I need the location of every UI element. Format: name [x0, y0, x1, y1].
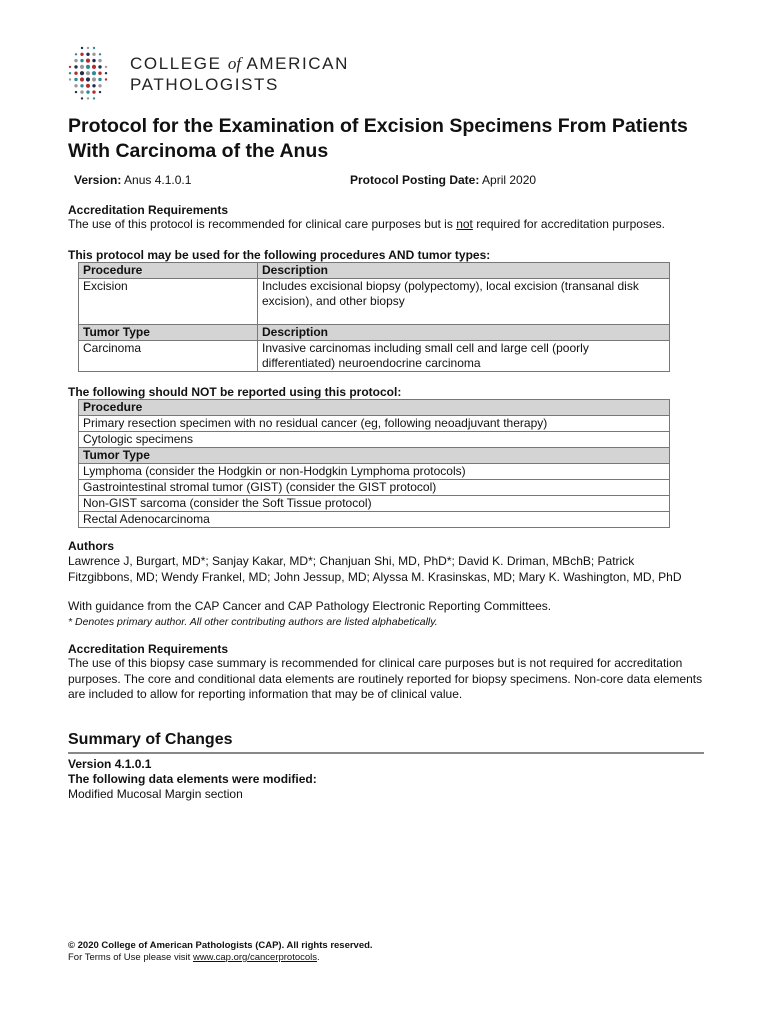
- table-row: Rectal Adenocarcinoma: [79, 512, 670, 528]
- table-row: Lymphoma (consider the Hodgkin or non-Hodgkin Lymphoma protocols): [79, 464, 670, 480]
- header-tumor-type: Tumor Type: [79, 325, 258, 341]
- cap-logo-wordmark: COLLEGE of AMERICAN PATHOLOGISTS: [130, 54, 349, 94]
- table-row: Cytologic specimens: [79, 432, 670, 448]
- summary-modified-label: The following data elements were modified:: [68, 772, 317, 786]
- not-reported-intro: The following should NOT be reported using this protocol:: [68, 385, 402, 399]
- summary-version: Version 4.1.0.1: [68, 757, 152, 771]
- table-row: Primary resection specimen with no residual cancer (eg, following neoadjuvant therapy): [79, 416, 670, 432]
- header-description: Description: [258, 263, 670, 279]
- posting-date-info: Protocol Posting Date: April 2020: [350, 173, 537, 187]
- accreditation-heading: Accreditation Requirements: [68, 203, 229, 217]
- header-procedure: Procedure: [79, 400, 670, 416]
- copyright-text: © 2020 College of American Pathologists (CAP). All rights reserved.: [68, 940, 373, 951]
- cap-logo-dots-icon: [66, 44, 110, 102]
- footer: [68, 940, 373, 964]
- summary-heading: Summary of Changes: [68, 731, 704, 754]
- summary-modified-item: Modified Mucosal Margin section: [68, 787, 243, 801]
- document-title: Protocol for the Examination of Excision Specimens From Patients With Carcinoma of the Anus: [68, 115, 688, 162]
- table-header-row: [79, 325, 670, 341]
- terms-text: For Terms of Use please visit www.cap.org/cancerprotocols.: [68, 952, 320, 963]
- accreditation-heading-2: Accreditation Requirements: [68, 642, 229, 656]
- authors-heading: Authors: [68, 539, 114, 553]
- table-row: Excision Includes excisional biopsy (polypectomy), local excision (transanal disk excision), and other biopsy: [79, 279, 670, 325]
- table-row: Non-GIST sarcoma (consider the Soft Tissue protocol): [79, 496, 670, 512]
- terms-link[interactable]: www.cap.org/cancerprotocols: [192, 952, 318, 963]
- authors-list: Lawrence J, Burgart, MD*; Sanjay Kakar, MD*; Chanjuan Shi, MD, PhD*; David K. Driman, MBchB; Patrick Fitzgibbons, MD; Wendy Frankel, MD; John Jessup, MD; Alyssa M. Krasinskas, MD; Mary K. Washington, MD, PhD: [68, 554, 682, 584]
- cap-logo: [66, 44, 386, 102]
- header-description: Description: [258, 325, 670, 341]
- procedures-table: [78, 262, 670, 372]
- procedures-intro: This protocol may be used for the following procedures AND tumor types:: [68, 248, 491, 262]
- header-tumor-type: Tumor Type: [79, 448, 670, 464]
- header-procedure: Procedure: [79, 263, 258, 279]
- table-header-row: [79, 263, 670, 279]
- accreditation-text-2: The use of this biopsy case summary is recommended for clinical care purposes but is not required for accreditation purposes. The core and conditional data elements are routinely reported for biopsy specimens. Non-core data elements are included to allow for reporting information that may be of clinical value.: [68, 656, 703, 701]
- accreditation-text: The use of this protocol is recommended for clinical care purposes but is not required for accreditation purposes.: [68, 217, 665, 231]
- version-info: Version: Anus 4.1.0.1: [74, 173, 192, 187]
- authors-note: * Denotes primary author. All other contributing authors are listed alphabetically.: [68, 616, 438, 628]
- table-row: Gastrointestinal stromal tumor (GIST) (consider the GIST protocol): [79, 480, 670, 496]
- authors-guidance: With guidance from the CAP Cancer and CAP Pathology Electronic Reporting Committees.: [68, 599, 552, 613]
- table-row: Carcinoma Invasive carcinomas including small cell and large cell (poorly differentiated) neuroendocrine carcinoma: [79, 341, 670, 372]
- not-reported-table: [78, 399, 670, 528]
